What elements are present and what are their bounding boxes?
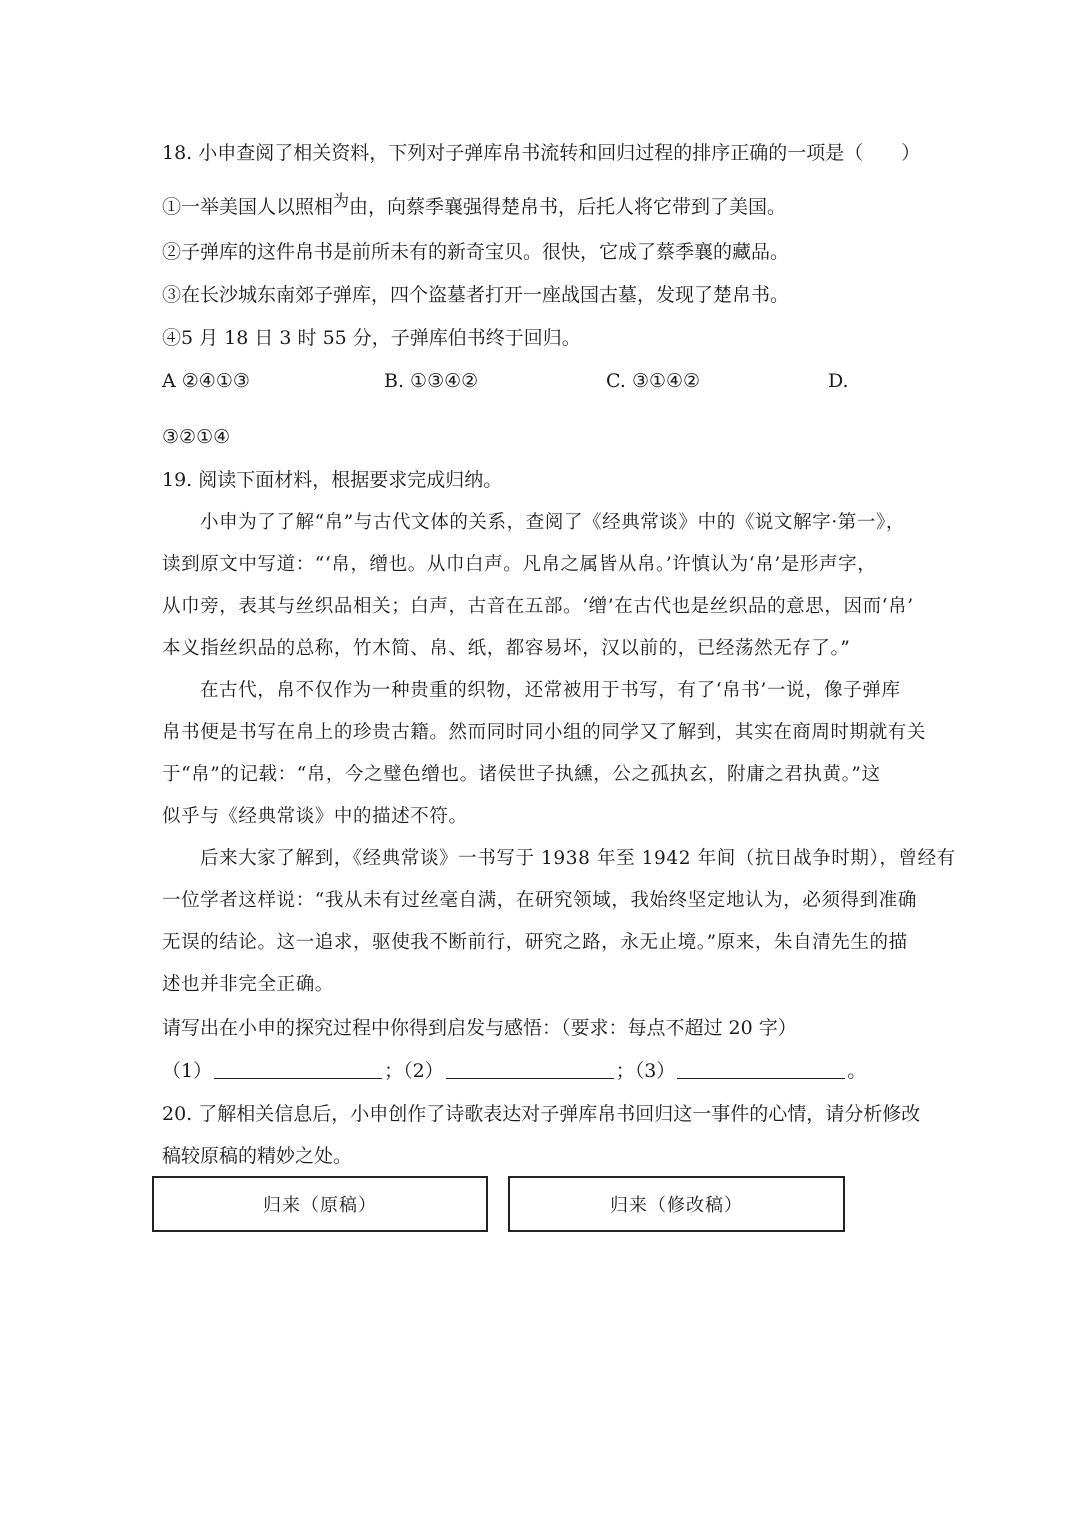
q19-passage-3-line-2: 一位学者这样说：“我从未有过丝毫自满，在研究领域，我始终坚定地认为，必须得到准确 (162, 890, 917, 911)
revised-draft-title: 归来（修改稿） (610, 1195, 743, 1216)
q19-passage-2-line-4: 似乎与《经典常谈》中的描述不符。 (162, 806, 468, 827)
q19-passage-1-line-1: 小申为了了解“帛”与古代文体的关系，查阅了《经典常谈》中的《说文解字·第一》， (200, 512, 905, 533)
q18-option-d-continued: ③②①④ (162, 426, 231, 448)
q18-item-3: ③在长沙城东南郊子弹库，四个盗墓者打开一座战国古墓，发现了楚帛书。 (162, 284, 790, 306)
q19-prompt: 请写出在小申的探究过程中你得到启发与感悟：（要求：每点不超过 20 字） (162, 1017, 797, 1039)
q19-passage-1-line-2: 读到原文中写道：“‘帛，缯也。从巾白声。凡帛之属皆从帛。’许慎认为‘帛’是形声字， (162, 554, 877, 575)
q19-blank-3-label: ；（3） (615, 1060, 676, 1082)
q18-stem: 18. 小申查阅了相关资料，下列对子弹库帛书流转和回归过程的排序正确的一项是（ ） (162, 142, 921, 164)
q19-passage-2-line-2: 帛书便是书写在帛上的珍贵古籍。然而同时同小组的同学又了解到，其实在商周时期就有关 (162, 722, 927, 743)
q19-passage-3-line-4: 述也并非完全正确。 (162, 974, 334, 995)
q19-blank-2-label: ；（2） (384, 1060, 444, 1082)
q19-passage-1-line-3: 从巾旁，表其与丝织品相关；白声，古音在五部。‘缯’在古代也是丝织品的意思，因而‘帛’ (162, 596, 914, 617)
q18-item-1-part-a: ①一举美国人以照相 (162, 196, 334, 218)
q19-stem: 19. 阅读下面材料，根据要求完成归纳。 (162, 469, 503, 491)
revised-draft-box (508, 1176, 845, 1232)
q18-item-4: ④5 月 18 日 3 时 55 分，子弹库伯书终于回归。 (162, 327, 581, 349)
original-draft-title: 归来（原稿） (263, 1195, 377, 1216)
q20-stem-line-1: 20. 了解相关信息后，小申创作了诗歌表达对子弹库帛书回归这一事件的心情，请分析修改 (162, 1103, 921, 1125)
q18-option-c: C. ③①④② (606, 370, 701, 392)
q19-passage-1-line-4: 本义指丝织品的总称，竹木简、帛、纸，都容易坏，汉以前的，已经荡然无存了。” (162, 638, 851, 659)
q18-option-b: B. ①③④② (384, 370, 479, 392)
q18-option-a: A ②④①③ (162, 370, 250, 392)
q19-passage-3-line-3: 无误的结论。这一追求，驱使我不断前行，研究之路，永无止境。”原来，朱自清先生的描 (162, 932, 908, 953)
q19-answer-blanks (162, 1060, 866, 1083)
q18-option-d: D. (828, 370, 849, 392)
q19-answer-blank-1[interactable] (214, 1060, 382, 1079)
q18-item-1-sup: 为 (333, 191, 350, 210)
original-draft-box (152, 1176, 488, 1232)
q20-stem-line-2: 稿较原稿的精妙之处。 (162, 1145, 353, 1167)
q18-item-1 (162, 191, 787, 219)
q18-item-1-part-b: 由，向蔡季襄强得楚帛书，后托人将它带到了美国。 (349, 196, 787, 218)
q18-item-2: ②子弹库的这件帛书是前所未有的新奇宝贝。很快，它成了蔡季襄的藏品。 (162, 241, 790, 263)
q19-passage-2-line-3: 于“帛”的记载：“帛，今之璧色缯也。诸侯世子执纁，公之孤执玄，附庸之君执黄。”这 (162, 764, 881, 785)
q19-answer-blank-2[interactable] (446, 1060, 614, 1079)
q19-passage-2-line-1: 在古代，帛不仅作为一种贵重的织物，还常被用于书写，有了‘帛书’一说，像子弹库 (200, 680, 901, 701)
q19-end-mark: 。 (847, 1060, 867, 1082)
q19-answer-blank-3[interactable] (677, 1060, 845, 1079)
q19-passage-3-line-1: 后来大家了解到，《经典常谈》一书写于 1938 年至 1942 年间（抗日战争时期），曾经有 (200, 848, 956, 869)
q19-blank-1-label: （1） (162, 1060, 213, 1082)
